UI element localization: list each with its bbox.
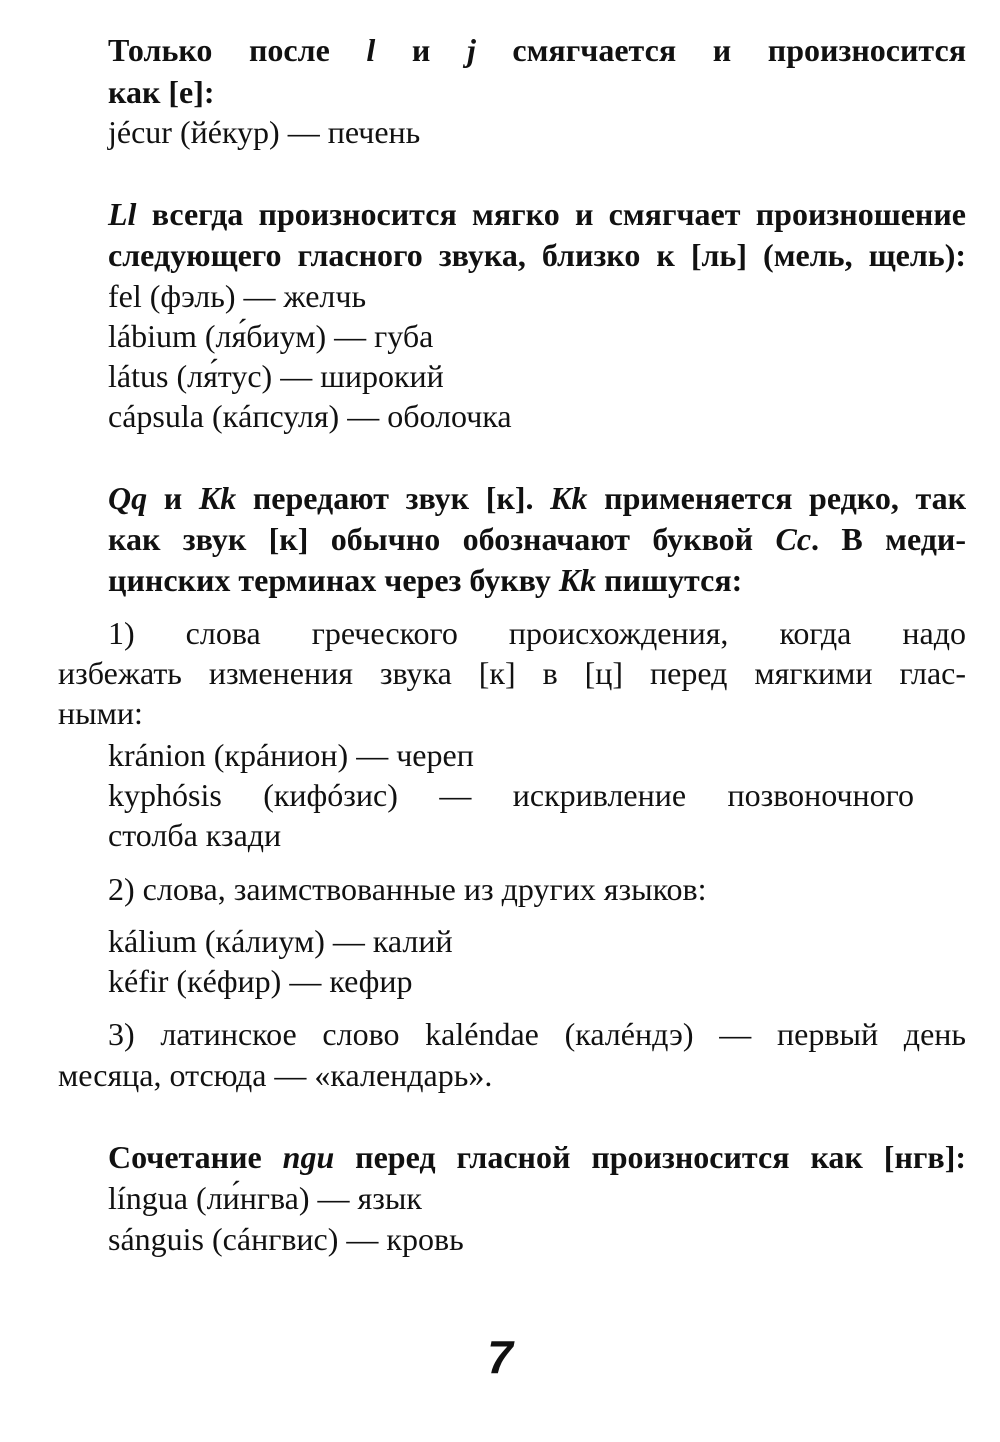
header-text: и: [375, 32, 467, 68]
list-item-1-line1: 1) слова греческого происхождения, когда надо: [108, 615, 966, 651]
header-text: Только после: [108, 32, 367, 68]
example-line: língua (ли́нгва) — язык: [108, 1180, 422, 1216]
header-text: . В меди-: [811, 521, 967, 557]
header-text: передают звук [к].: [236, 480, 551, 516]
page-number: 7: [487, 1331, 513, 1383]
letter-kk: Kk: [558, 562, 597, 598]
letter-ll: Ll: [108, 196, 137, 232]
example-line: столба кзади: [108, 817, 282, 853]
letter-j: j: [466, 32, 476, 68]
section-qk-header-line1: [108, 478, 966, 518]
list-item-3-line1: 3) латинское слово kaléndae (калéндэ) — первый день: [108, 1016, 966, 1052]
letter-cc: Cc: [775, 521, 812, 557]
header-text: цинских терминах через букву: [108, 562, 559, 598]
header-text: всегда произносится мягко и смягчает произношение: [136, 196, 966, 232]
header-text: пишутся:: [596, 562, 743, 598]
list-item-1-line2: избежать изменения звука [к] в [ц] перед мягкими глас-: [58, 655, 966, 691]
header-text: перед гласной произносится как [нгв]:: [334, 1139, 967, 1175]
list-item-2: 2) слова, заимствованные из других языков:: [108, 871, 707, 907]
list-item-1-line3: ными:: [58, 695, 143, 731]
section-ll-header-line1: [108, 194, 966, 234]
example-line: lábium (ля́биум) — губа: [108, 318, 434, 354]
header-text: Сочетание: [108, 1139, 283, 1175]
example-line: látus (ля́тус) — широкий: [108, 358, 444, 394]
section-e-header-line1: [108, 30, 966, 70]
list-item-3-line2: месяца, отсюда — «календарь».: [58, 1057, 493, 1093]
letter-l: l: [366, 32, 376, 68]
example-line: kéfir (кéфир) — кефир: [108, 963, 413, 999]
example-line: sánguis (сáнгвис) — кровь: [108, 1221, 464, 1257]
letters-ngu: ngu: [282, 1139, 335, 1175]
example-line: fel (фэль) — желчь: [108, 278, 367, 314]
header-text: смягчается и произносится: [475, 32, 967, 68]
section-qk-header-line3: [108, 560, 742, 600]
section-qk-header-line2: [108, 519, 966, 559]
header-text: применяется редко, так: [587, 480, 967, 516]
example-line: kálium (кáлиум) — калий: [108, 923, 453, 959]
letter-qq: Qq: [108, 480, 148, 516]
example-line: cápsula (кáпсуля) — оболочка: [108, 398, 512, 434]
header-text: и: [147, 480, 199, 516]
letter-kk: Kk: [198, 480, 237, 516]
example-line: kyphósis (кифóзис) — искривление позвоночного: [108, 777, 914, 813]
example-line: jécur (йéкур) — печень: [108, 114, 421, 150]
letter-kk: Kk: [550, 480, 588, 516]
example-line: kránion (крáнион) — череп: [108, 737, 474, 773]
section-ngu-header: [108, 1137, 966, 1177]
section-ll-header-line2: следующего гласного звука, близко к [ль] (мель, щель):: [108, 237, 966, 273]
header-text: как звук [к] обычно обозначают буквой: [108, 521, 776, 557]
section-e-header-line2: как [e]:: [108, 74, 215, 110]
